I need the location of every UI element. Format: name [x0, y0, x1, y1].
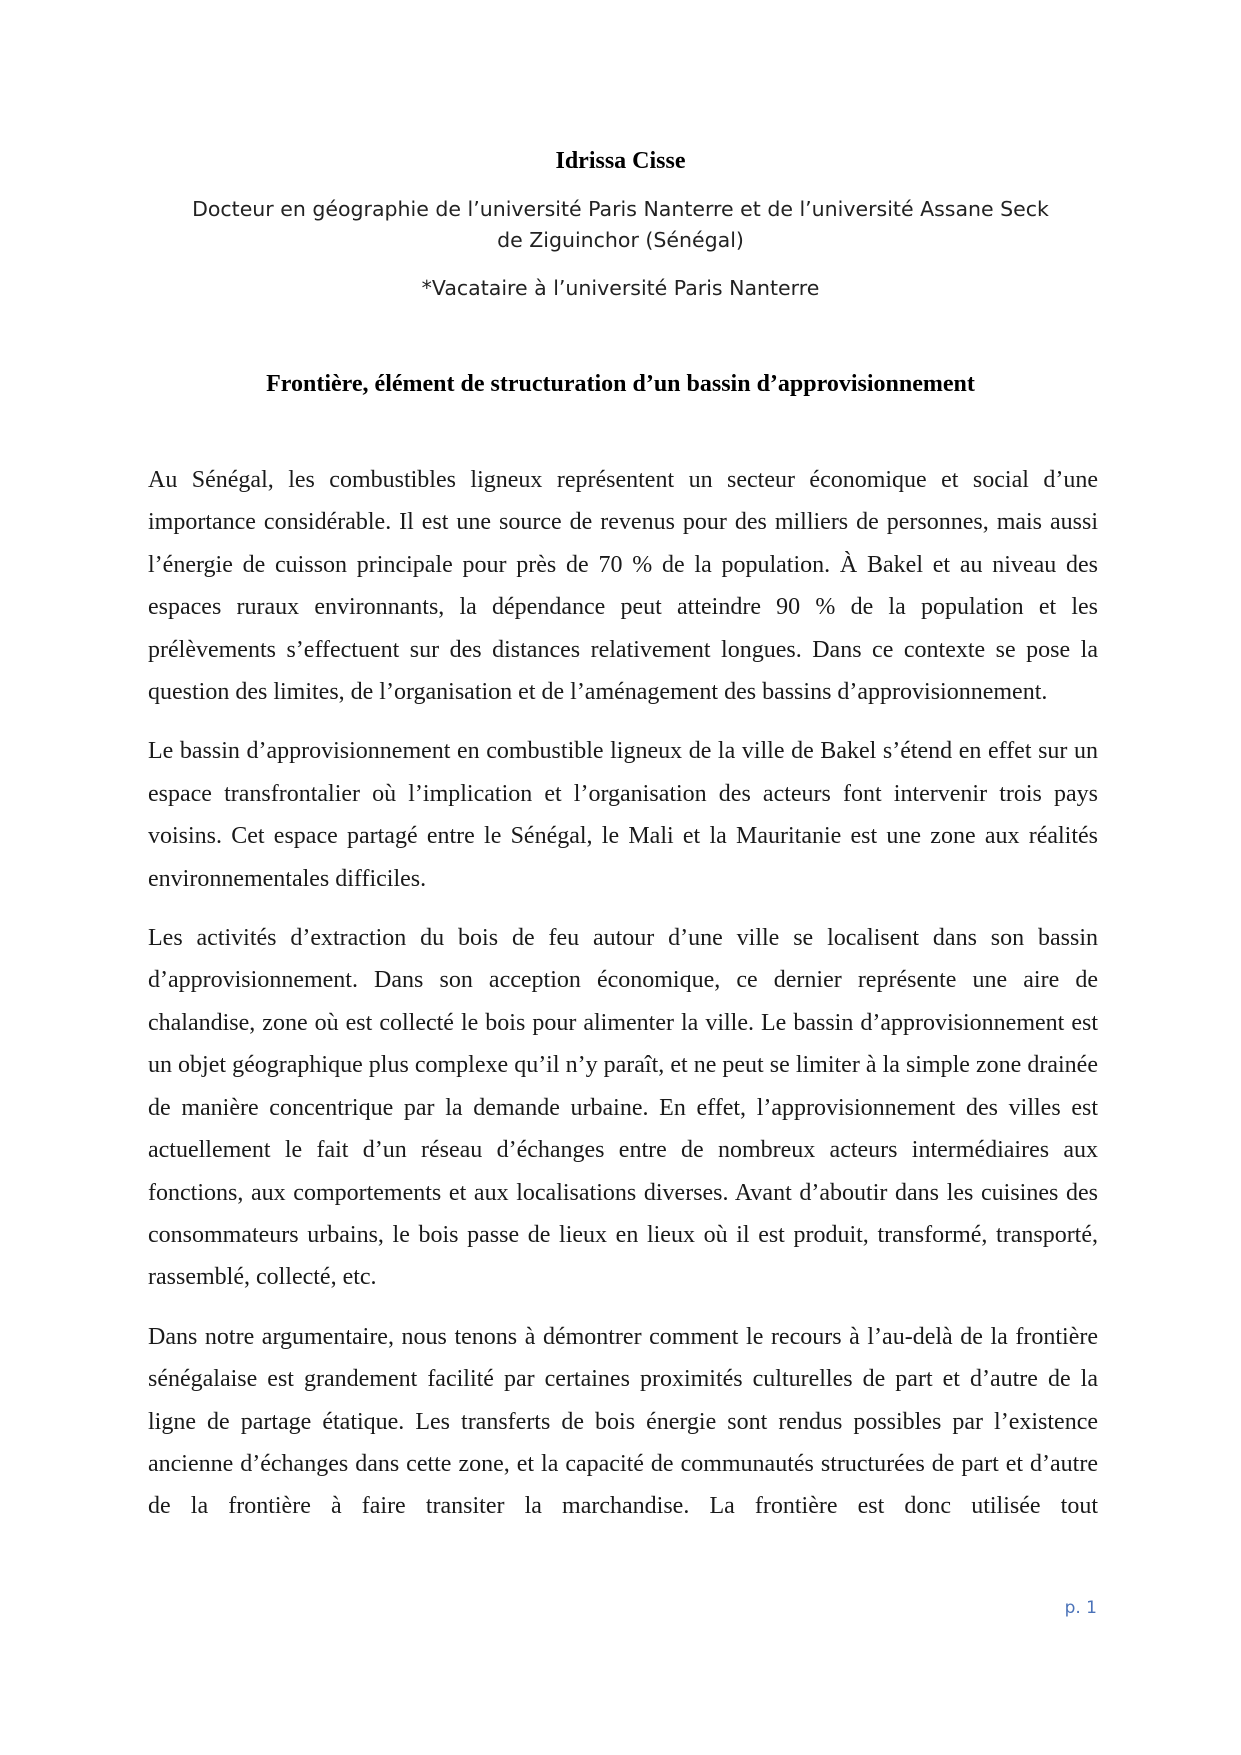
author-position: *Vacataire à l’université Paris Nanterre	[421, 276, 820, 300]
author-affiliation: Docteur en géographie de l’université Paris Nanterre et de l’université Assane Seck de Ziguinchor (Sénégal)	[192, 197, 1049, 252]
paragraph-3: Les activités d’extraction du bois de feu autour d’une ville se localisent dans son bassin d’approvisionnement. Dans son acception économique, ce dernier représente une aire de chalandise, zone où est collecté le bois pour alimenter la ville. Le bassin d’approvisionnement est un objet géographique plus complexe qu’il n’y paraît, et ne peut se limiter à la simple zone drainée de manière concentrique par la demande urbaine. En effet, l’approvisionnement des villes est actuellement le fait d’un réseau d’échanges entre de nombreux acteurs intermédiaires aux fonctions, aux comportements et aux localisations diverses. Avant d’aboutir dans les cuisines des consommateurs urbains, le bois passe de lieux en lieux où il est produit, transformé, transporté, rassemblé, collecté, etc.	[148, 925, 1098, 1291]
page-number: p. 1	[1064, 1598, 1097, 1618]
author-name: Idrissa Cisse	[555, 148, 686, 174]
paragraph-2: Le bassin d’approvisionnement en combustible ligneux de la ville de Bakel s’étend en effet sur un espace transfrontalier où l’implication et l’organisation des acteurs font intervenir trois pays voisins. Cet espace partagé entre le Sénégal, le Mali et la Mauritanie est une zone aux réalités environnementales difficiles.	[148, 738, 1098, 892]
article-title: Frontière, élément de structuration d’un bassin d’approvisionnement	[266, 371, 975, 397]
article-body	[148, 459, 1098, 1545]
paragraph-4: Dans notre argumentaire, nous tenons à démontrer comment le recours à l’au-delà de la frontière sénégalaise est grandement facilité par certaines proximités culturelles de part et d’autre de la ligne de partage étatique. Les transferts de bois énergie sont rendus possibles par l’existence ancienne d’échanges dans cette zone, et la capacité de communautés structurées de part et d’autre de la frontière à faire transiter la marchandise. La frontière est donc utilisée tout	[148, 1323, 1098, 1520]
paragraph-1: Au Sénégal, les combustibles ligneux représentent un secteur économique et social d’une importance considérable. Il est une source de revenus pour des milliers de personnes, mais aussi l’énergie de cuisson principale pour près de 70 % de la population. À Bakel et au niveau des espaces ruraux environnants, la dépendance peut atteindre 90 % de la population et les prélèvements s’effectuent sur des distances relativement longues. Dans ce contexte se pose la question des limites, de l’organisation et de l’aménagement des bassins d’approvisionnement.	[148, 467, 1098, 706]
